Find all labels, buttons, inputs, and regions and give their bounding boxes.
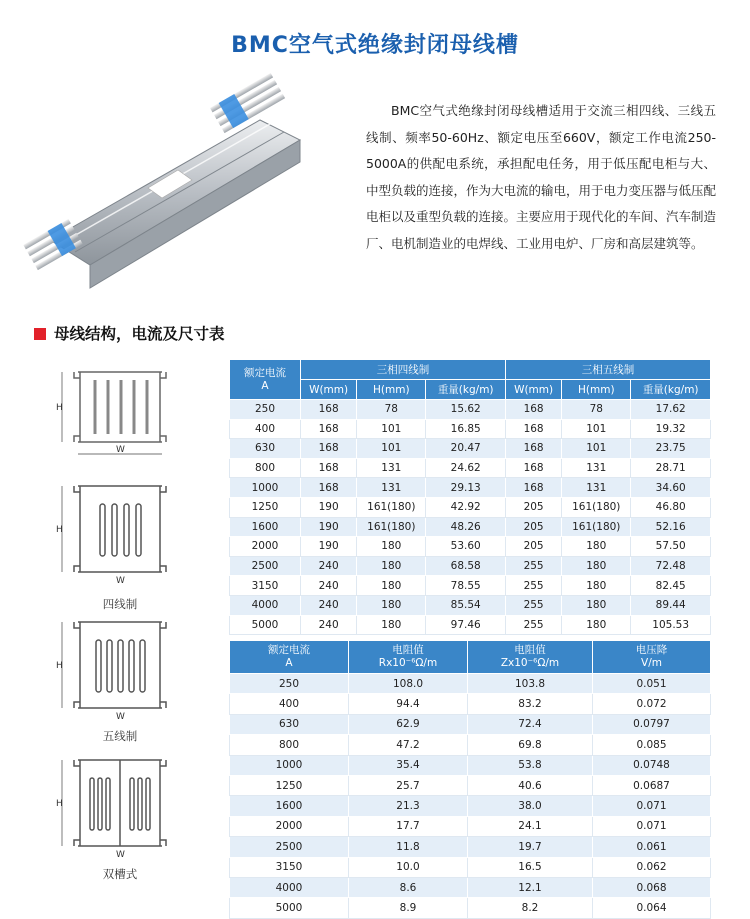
table-cell: 800 xyxy=(230,735,349,755)
sub-header: H(mm) xyxy=(357,380,426,400)
table-cell: 83.2 xyxy=(468,694,593,714)
table-row xyxy=(230,517,711,537)
table-cell: 72.4 xyxy=(468,714,593,734)
table-cell: 250 xyxy=(230,674,349,694)
cross-section-diagram-five-wire xyxy=(50,616,180,722)
table-cell: 240 xyxy=(301,556,357,576)
table-cell: 250 xyxy=(230,400,301,420)
table-cell: 40.6 xyxy=(468,775,593,795)
table-cell: 0.0748 xyxy=(593,755,711,775)
table-cell: 21.3 xyxy=(349,796,468,816)
table-cell: 0.061 xyxy=(593,837,711,857)
table-row xyxy=(230,735,711,755)
table-row xyxy=(230,877,711,897)
table-cell: 8.6 xyxy=(349,877,468,897)
header-line2: Zx10⁻⁶Ω/m xyxy=(500,657,560,669)
table-cell: 28.71 xyxy=(631,458,711,478)
table-cell: 19.32 xyxy=(631,419,711,439)
table-row xyxy=(230,857,711,877)
table-cell: 131 xyxy=(562,478,631,498)
table-cell: 62.9 xyxy=(349,714,468,734)
table-cell: 25.7 xyxy=(349,775,468,795)
table-cell: 10.0 xyxy=(349,857,468,877)
table-cell: 57.50 xyxy=(631,537,711,557)
table-cell: 180 xyxy=(357,595,426,615)
table-row xyxy=(230,714,711,734)
table-cell: 180 xyxy=(357,537,426,557)
table-cell: 168 xyxy=(505,439,561,459)
sub-header: H(mm) xyxy=(562,380,631,400)
table-cell: 131 xyxy=(357,478,426,498)
table-cell: 161(180) xyxy=(562,517,631,537)
table-cell: 180 xyxy=(562,556,631,576)
table-cell: 0.071 xyxy=(593,796,711,816)
diagram-label-h: H xyxy=(56,525,63,535)
table-cell: 0.068 xyxy=(593,877,711,897)
table-cell: 108.0 xyxy=(349,674,468,694)
table-cell: 630 xyxy=(230,439,301,459)
table-cell: 17.62 xyxy=(631,400,711,420)
diagram-label-w: W xyxy=(116,712,125,722)
sub-header: 重量(kg/m) xyxy=(631,380,711,400)
table-cell: 161(180) xyxy=(357,497,426,517)
table-cell: 103.8 xyxy=(468,674,593,694)
table-cell: 53.8 xyxy=(468,755,593,775)
table-row xyxy=(230,796,711,816)
table-cell: 2500 xyxy=(230,837,349,857)
group-header-five-wire: 三相五线制 xyxy=(505,360,710,380)
header-rated-current xyxy=(230,641,349,674)
sub-header: 重量(kg/m) xyxy=(426,380,506,400)
table-row xyxy=(230,497,711,517)
table-cell: 0.0687 xyxy=(593,775,711,795)
table-cell: 20.47 xyxy=(426,439,506,459)
table-cell: 0.062 xyxy=(593,857,711,877)
table-cell: 0.051 xyxy=(593,674,711,694)
table-row xyxy=(230,556,711,576)
table-row xyxy=(230,694,711,714)
table-cell: 240 xyxy=(301,615,357,635)
table-cell: 1250 xyxy=(230,497,301,517)
table-cell: 180 xyxy=(562,576,631,596)
table-cell: 168 xyxy=(505,478,561,498)
table-cell: 101 xyxy=(562,439,631,459)
table-row xyxy=(230,439,711,459)
table-cell: 5000 xyxy=(230,898,349,918)
table-cell: 78 xyxy=(562,400,631,420)
table-cell: 4000 xyxy=(230,595,301,615)
page-title: BMC空气式绝缘封闭母线槽 xyxy=(231,33,519,58)
table-cell: 48.26 xyxy=(426,517,506,537)
table-cell: 35.4 xyxy=(349,755,468,775)
table-cell: 15.62 xyxy=(426,400,506,420)
table-cell: 1250 xyxy=(230,775,349,795)
table-row xyxy=(230,615,711,635)
table-cell: 8.9 xyxy=(349,898,468,918)
table-cell: 53.60 xyxy=(426,537,506,557)
table-cell: 180 xyxy=(562,595,631,615)
table-cell: 1000 xyxy=(230,755,349,775)
table-cell: 205 xyxy=(505,537,561,557)
table-cell: 205 xyxy=(505,497,561,517)
table-cell: 23.75 xyxy=(631,439,711,459)
intro-paragraph: BMC空气式绝缘封闭母线槽适用于交流三相四线、三线五线制、频率50-60Hz、额定电压至660V，额定工作电流250-5000A的供配电系统，承担配电任务，用于低压配电柜与大、中型负载的连接，作为大电流的输电，用于电力变压器与低压配电柜以及重型负载的连接。主要应用于现代化的车间、汽车制造厂、电机制造业的电焊线、工业用电炉、厂房和高层建筑等。 xyxy=(366,103,717,251)
table-cell: 190 xyxy=(301,537,357,557)
table-cell: 38.0 xyxy=(468,796,593,816)
table-cell: 0.071 xyxy=(593,816,711,836)
table-cell: 101 xyxy=(357,419,426,439)
table-cell: 2000 xyxy=(230,816,349,836)
table-cell: 1600 xyxy=(230,796,349,816)
table-cell: 400 xyxy=(230,694,349,714)
red-square-bullet-icon xyxy=(34,328,46,340)
table-cell: 168 xyxy=(301,458,357,478)
header-line1: 额定电流 xyxy=(268,644,310,656)
table-row xyxy=(230,898,711,918)
busway-product-image xyxy=(30,90,330,290)
table-cell: 168 xyxy=(301,419,357,439)
section-heading xyxy=(34,322,225,344)
table-cell: 168 xyxy=(505,400,561,420)
rated-current-unit: A xyxy=(261,379,269,392)
table-cell: 240 xyxy=(301,595,357,615)
table-cell: 85.54 xyxy=(426,595,506,615)
table-cell: 72.48 xyxy=(631,556,711,576)
table-cell: 105.53 xyxy=(631,615,711,635)
table-row xyxy=(230,674,711,694)
header-line2: Rx10⁻⁶Ω/m xyxy=(378,657,438,669)
table-cell: 161(180) xyxy=(357,517,426,537)
table-cell: 2000 xyxy=(230,537,301,557)
table-cell: 0.072 xyxy=(593,694,711,714)
table-cell: 101 xyxy=(357,439,426,459)
header-line1: 电阻值 xyxy=(392,644,424,656)
diagram-label-w: W xyxy=(116,576,125,586)
caption-four-wire: 四线制 xyxy=(102,597,138,611)
sub-header: W(mm) xyxy=(301,380,357,400)
header-line1: 电阻值 xyxy=(514,644,546,656)
table-cell: 78.55 xyxy=(426,576,506,596)
diagram-label-h: H xyxy=(56,403,63,413)
section-heading-text: 母线结构，电流及尺寸表 xyxy=(54,325,225,343)
table-cell: 8.2 xyxy=(468,898,593,918)
table-cell: 94.4 xyxy=(349,694,468,714)
table-cell: 78 xyxy=(357,400,426,420)
table-cell: 47.2 xyxy=(349,735,468,755)
table-row xyxy=(230,537,711,557)
table-cell: 29.13 xyxy=(426,478,506,498)
table-cell: 161(180) xyxy=(562,497,631,517)
table-cell: 131 xyxy=(562,458,631,478)
table-cell: 190 xyxy=(301,497,357,517)
table-cell: 205 xyxy=(505,517,561,537)
cross-section-diagram-double-trough xyxy=(50,754,180,860)
table-cell: 52.16 xyxy=(631,517,711,537)
table-cell: 24.1 xyxy=(468,816,593,836)
table-row xyxy=(230,595,711,615)
table-row xyxy=(230,419,711,439)
caption-double-trough: 双槽式 xyxy=(102,867,138,881)
table-cell: 168 xyxy=(301,478,357,498)
table-cell: 0.064 xyxy=(593,898,711,918)
table-cell: 1600 xyxy=(230,517,301,537)
caption-five-wire: 五线制 xyxy=(102,729,138,743)
table-cell: 240 xyxy=(301,576,357,596)
header-line1: 电压降 xyxy=(635,644,668,656)
table-cell: 0.085 xyxy=(593,735,711,755)
diagram-label-w: W xyxy=(116,850,125,860)
diagram-label-h: H xyxy=(56,799,63,809)
table-cell: 16.5 xyxy=(468,857,593,877)
table-row xyxy=(230,576,711,596)
table-cell: 190 xyxy=(301,517,357,537)
table-row xyxy=(230,478,711,498)
table-cell: 68.58 xyxy=(426,556,506,576)
table-cell: 17.7 xyxy=(349,816,468,836)
table-cell: 97.46 xyxy=(426,615,506,635)
rated-current-label: 额定电流 xyxy=(244,366,286,379)
table-cell: 180 xyxy=(357,556,426,576)
table-cell: 3150 xyxy=(230,576,301,596)
table-cell: 255 xyxy=(505,576,561,596)
table-cell: 69.8 xyxy=(468,735,593,755)
table-cell: 12.1 xyxy=(468,877,593,897)
table-cell: 255 xyxy=(505,556,561,576)
table-row xyxy=(230,837,711,857)
table-cell: 800 xyxy=(230,458,301,478)
table-cell: 46.80 xyxy=(631,497,711,517)
dimension-table xyxy=(229,359,711,635)
header-voltage-drop xyxy=(593,641,711,674)
table-cell: 255 xyxy=(505,595,561,615)
table-cell: 101 xyxy=(562,419,631,439)
header-resistance-z xyxy=(468,641,593,674)
table-cell: 168 xyxy=(301,439,357,459)
sub-header: W(mm) xyxy=(505,380,561,400)
table-cell: 630 xyxy=(230,714,349,734)
table-cell: 82.45 xyxy=(631,576,711,596)
table-cell: 2500 xyxy=(230,556,301,576)
table-cell: 168 xyxy=(505,458,561,478)
table-cell: 16.85 xyxy=(426,419,506,439)
table-cell: 255 xyxy=(505,615,561,635)
table-cell: 34.60 xyxy=(631,478,711,498)
table-row xyxy=(230,775,711,795)
table-cell: 5000 xyxy=(230,615,301,635)
table-cell: 0.0797 xyxy=(593,714,711,734)
table-cell: 3150 xyxy=(230,857,349,877)
table-cell: 168 xyxy=(301,400,357,420)
diagram-label-w: W xyxy=(116,445,125,455)
table-row xyxy=(230,816,711,836)
table-cell: 180 xyxy=(562,537,631,557)
header-resistance-r xyxy=(349,641,468,674)
table-cell: 19.7 xyxy=(468,837,593,857)
table-cell: 180 xyxy=(562,615,631,635)
table-cell: 168 xyxy=(505,419,561,439)
table-cell: 42.92 xyxy=(426,497,506,517)
table-row xyxy=(230,458,711,478)
table-cell: 24.62 xyxy=(426,458,506,478)
table-cell: 400 xyxy=(230,419,301,439)
table-cell: 4000 xyxy=(230,877,349,897)
cross-section-diagram-four-wire xyxy=(50,480,180,586)
table-cell: 131 xyxy=(357,458,426,478)
electrical-table xyxy=(229,640,711,919)
table-cell: 11.8 xyxy=(349,837,468,857)
header-line2: V/m xyxy=(641,657,662,669)
group-header-four-wire: 三相四线制 xyxy=(301,360,506,380)
table-cell: 180 xyxy=(357,615,426,635)
table-row xyxy=(230,755,711,775)
cross-section-diagram-1 xyxy=(50,362,180,462)
table-row xyxy=(230,400,711,420)
table-cell: 89.44 xyxy=(631,595,711,615)
table-cell: 1000 xyxy=(230,478,301,498)
rated-current-header xyxy=(230,360,301,400)
diagram-label-h: H xyxy=(56,661,63,671)
header-line2: A xyxy=(285,657,293,669)
table-cell: 180 xyxy=(357,576,426,596)
